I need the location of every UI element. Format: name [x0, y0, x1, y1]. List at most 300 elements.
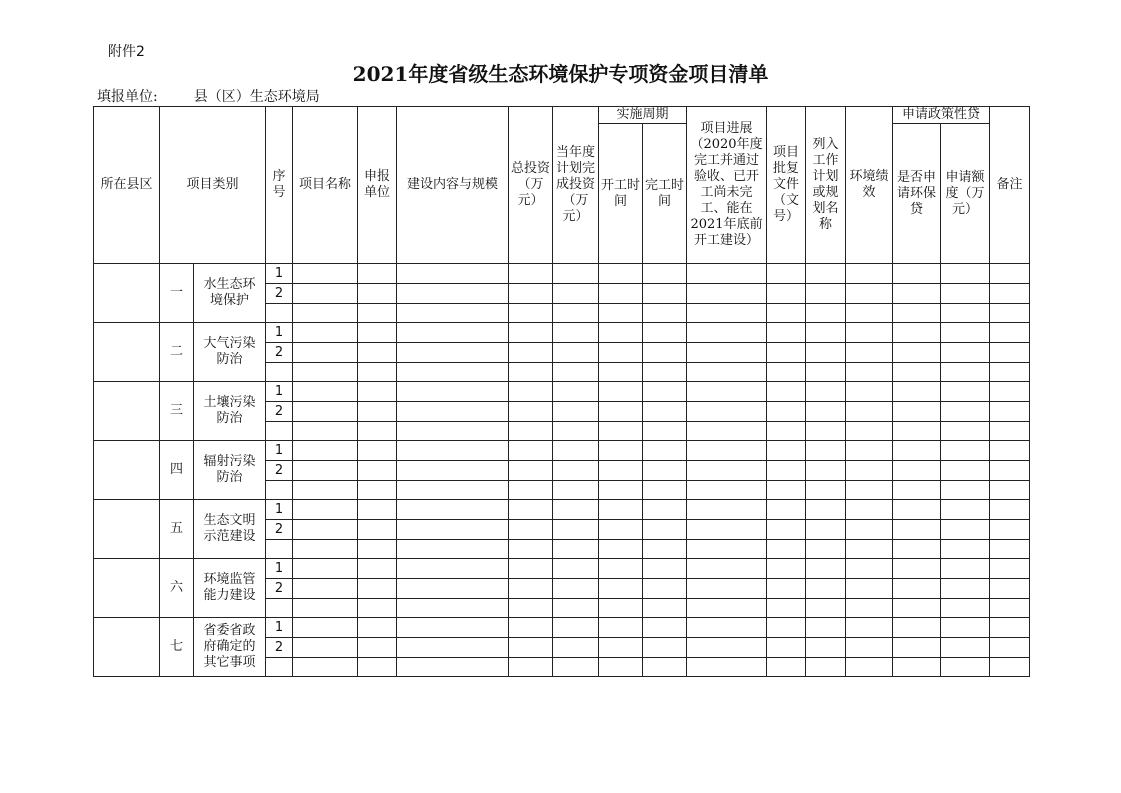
- data-cell[interactable]: [767, 559, 806, 579]
- data-cell[interactable]: [553, 382, 599, 402]
- data-cell[interactable]: [553, 304, 599, 323]
- data-cell[interactable]: [893, 618, 941, 638]
- data-cell[interactable]: [893, 599, 941, 618]
- data-cell[interactable]: [990, 422, 1030, 441]
- county-cell[interactable]: [94, 323, 160, 382]
- data-cell[interactable]: [941, 323, 990, 343]
- data-cell[interactable]: [846, 363, 893, 382]
- data-cell[interactable]: [767, 599, 806, 618]
- data-cell[interactable]: [599, 363, 643, 382]
- data-cell[interactable]: [893, 579, 941, 599]
- data-cell[interactable]: [553, 540, 599, 559]
- data-cell[interactable]: [806, 304, 846, 323]
- data-cell[interactable]: [767, 323, 806, 343]
- data-cell[interactable]: [643, 284, 687, 304]
- data-cell[interactable]: [806, 618, 846, 638]
- data-cell[interactable]: [643, 363, 687, 382]
- data-cell[interactable]: [846, 500, 893, 520]
- data-cell[interactable]: [806, 658, 846, 677]
- data-cell[interactable]: [806, 579, 846, 599]
- data-cell[interactable]: [990, 481, 1030, 500]
- data-cell[interactable]: [806, 500, 846, 520]
- data-cell[interactable]: [509, 579, 553, 599]
- data-cell[interactable]: [941, 520, 990, 540]
- data-cell[interactable]: [941, 363, 990, 382]
- data-cell[interactable]: [893, 402, 941, 422]
- data-cell[interactable]: [509, 264, 553, 284]
- data-cell[interactable]: [846, 402, 893, 422]
- data-cell[interactable]: [767, 481, 806, 500]
- data-cell[interactable]: [687, 402, 767, 422]
- data-cell[interactable]: [990, 540, 1030, 559]
- data-cell[interactable]: [358, 441, 397, 461]
- data-cell[interactable]: [806, 520, 846, 540]
- data-cell[interactable]: [687, 520, 767, 540]
- data-cell[interactable]: [687, 461, 767, 481]
- data-cell[interactable]: [893, 559, 941, 579]
- data-cell[interactable]: [643, 500, 687, 520]
- data-cell[interactable]: [687, 284, 767, 304]
- data-cell[interactable]: [599, 618, 643, 638]
- data-cell[interactable]: [893, 481, 941, 500]
- data-cell[interactable]: [941, 540, 990, 559]
- data-cell[interactable]: [806, 402, 846, 422]
- data-cell[interactable]: [846, 304, 893, 323]
- data-cell[interactable]: [397, 599, 509, 618]
- data-cell[interactable]: [509, 559, 553, 579]
- data-cell[interactable]: [397, 402, 509, 422]
- data-cell[interactable]: [806, 422, 846, 441]
- data-cell[interactable]: [893, 284, 941, 304]
- data-cell[interactable]: [293, 422, 358, 441]
- data-cell[interactable]: [509, 402, 553, 422]
- data-cell[interactable]: [358, 343, 397, 363]
- data-cell[interactable]: [846, 638, 893, 658]
- data-cell[interactable]: [553, 441, 599, 461]
- data-cell[interactable]: [553, 559, 599, 579]
- data-cell[interactable]: [293, 618, 358, 638]
- data-cell[interactable]: [599, 520, 643, 540]
- data-cell[interactable]: [767, 363, 806, 382]
- data-cell[interactable]: [941, 481, 990, 500]
- data-cell[interactable]: [293, 481, 358, 500]
- data-cell[interactable]: [397, 500, 509, 520]
- data-cell[interactable]: [806, 284, 846, 304]
- data-cell[interactable]: [643, 402, 687, 422]
- data-cell[interactable]: [806, 323, 846, 343]
- data-cell[interactable]: [767, 658, 806, 677]
- data-cell[interactable]: [941, 402, 990, 422]
- data-cell[interactable]: [643, 422, 687, 441]
- data-cell[interactable]: [293, 363, 358, 382]
- data-cell[interactable]: [846, 618, 893, 638]
- data-cell[interactable]: [599, 304, 643, 323]
- data-cell[interactable]: [293, 382, 358, 402]
- data-cell[interactable]: [893, 363, 941, 382]
- data-cell[interactable]: [358, 284, 397, 304]
- data-cell[interactable]: [767, 304, 806, 323]
- data-cell[interactable]: [358, 638, 397, 658]
- data-cell[interactable]: [358, 599, 397, 618]
- data-cell[interactable]: [846, 481, 893, 500]
- data-cell[interactable]: [893, 304, 941, 323]
- data-cell[interactable]: [806, 559, 846, 579]
- data-cell[interactable]: [806, 441, 846, 461]
- data-cell[interactable]: [293, 658, 358, 677]
- data-cell[interactable]: [397, 441, 509, 461]
- data-cell[interactable]: [293, 599, 358, 618]
- data-cell[interactable]: [599, 599, 643, 618]
- data-cell[interactable]: [767, 638, 806, 658]
- data-cell[interactable]: [553, 284, 599, 304]
- data-cell[interactable]: [358, 304, 397, 323]
- data-cell[interactable]: [806, 540, 846, 559]
- data-cell[interactable]: [687, 540, 767, 559]
- data-cell[interactable]: [767, 540, 806, 559]
- data-cell[interactable]: [990, 461, 1030, 481]
- data-cell[interactable]: [293, 343, 358, 363]
- data-cell[interactable]: [846, 284, 893, 304]
- data-cell[interactable]: [599, 461, 643, 481]
- data-cell[interactable]: [599, 382, 643, 402]
- data-cell[interactable]: [767, 382, 806, 402]
- data-cell[interactable]: [767, 441, 806, 461]
- data-cell[interactable]: [599, 264, 643, 284]
- data-cell[interactable]: [687, 323, 767, 343]
- data-cell[interactable]: [293, 284, 358, 304]
- data-cell[interactable]: [643, 618, 687, 638]
- data-cell[interactable]: [553, 500, 599, 520]
- data-cell[interactable]: [358, 579, 397, 599]
- data-cell[interactable]: [941, 382, 990, 402]
- data-cell[interactable]: [990, 264, 1030, 284]
- data-cell[interactable]: [599, 441, 643, 461]
- data-cell[interactable]: [553, 264, 599, 284]
- data-cell[interactable]: [941, 264, 990, 284]
- data-cell[interactable]: [990, 618, 1030, 638]
- data-cell[interactable]: [293, 579, 358, 599]
- data-cell[interactable]: [293, 402, 358, 422]
- data-cell[interactable]: [509, 599, 553, 618]
- data-cell[interactable]: [358, 520, 397, 540]
- data-cell[interactable]: [687, 638, 767, 658]
- data-cell[interactable]: [293, 461, 358, 481]
- data-cell[interactable]: [643, 599, 687, 618]
- data-cell[interactable]: [893, 422, 941, 441]
- data-cell[interactable]: [941, 422, 990, 441]
- data-cell[interactable]: [643, 520, 687, 540]
- data-cell[interactable]: [806, 343, 846, 363]
- data-cell[interactable]: [990, 382, 1030, 402]
- data-cell[interactable]: [767, 284, 806, 304]
- data-cell[interactable]: [846, 323, 893, 343]
- data-cell[interactable]: [397, 264, 509, 284]
- data-cell[interactable]: [643, 304, 687, 323]
- data-cell[interactable]: [509, 304, 553, 323]
- data-cell[interactable]: [553, 618, 599, 638]
- data-cell[interactable]: [767, 520, 806, 540]
- data-cell[interactable]: [358, 658, 397, 677]
- data-cell[interactable]: [643, 658, 687, 677]
- data-cell[interactable]: [643, 481, 687, 500]
- data-cell[interactable]: [687, 599, 767, 618]
- data-cell[interactable]: [397, 461, 509, 481]
- data-cell[interactable]: [643, 579, 687, 599]
- data-cell[interactable]: [553, 402, 599, 422]
- data-cell[interactable]: [509, 500, 553, 520]
- data-cell[interactable]: [990, 520, 1030, 540]
- data-cell[interactable]: [687, 579, 767, 599]
- data-cell[interactable]: [893, 540, 941, 559]
- data-cell[interactable]: [806, 363, 846, 382]
- data-cell[interactable]: [553, 599, 599, 618]
- data-cell[interactable]: [358, 559, 397, 579]
- data-cell[interactable]: [599, 579, 643, 599]
- data-cell[interactable]: [599, 284, 643, 304]
- data-cell[interactable]: [687, 363, 767, 382]
- data-cell[interactable]: [293, 500, 358, 520]
- data-cell[interactable]: [893, 343, 941, 363]
- data-cell[interactable]: [509, 658, 553, 677]
- data-cell[interactable]: [599, 343, 643, 363]
- data-cell[interactable]: [893, 323, 941, 343]
- data-cell[interactable]: [397, 363, 509, 382]
- data-cell[interactable]: [893, 264, 941, 284]
- data-cell[interactable]: [397, 618, 509, 638]
- data-cell[interactable]: [293, 441, 358, 461]
- data-cell[interactable]: [941, 304, 990, 323]
- data-cell[interactable]: [806, 382, 846, 402]
- data-cell[interactable]: [509, 441, 553, 461]
- data-cell[interactable]: [990, 284, 1030, 304]
- data-cell[interactable]: [553, 638, 599, 658]
- data-cell[interactable]: [767, 461, 806, 481]
- data-cell[interactable]: [846, 343, 893, 363]
- data-cell[interactable]: [893, 520, 941, 540]
- data-cell[interactable]: [397, 559, 509, 579]
- data-cell[interactable]: [806, 264, 846, 284]
- data-cell[interactable]: [293, 559, 358, 579]
- county-cell[interactable]: [94, 618, 160, 677]
- data-cell[interactable]: [687, 559, 767, 579]
- data-cell[interactable]: [397, 323, 509, 343]
- data-cell[interactable]: [509, 343, 553, 363]
- data-cell[interactable]: [553, 658, 599, 677]
- data-cell[interactable]: [358, 481, 397, 500]
- data-cell[interactable]: [358, 264, 397, 284]
- data-cell[interactable]: [990, 500, 1030, 520]
- data-cell[interactable]: [990, 579, 1030, 599]
- data-cell[interactable]: [846, 658, 893, 677]
- data-cell[interactable]: [941, 343, 990, 363]
- data-cell[interactable]: [599, 540, 643, 559]
- data-cell[interactable]: [767, 402, 806, 422]
- data-cell[interactable]: [687, 500, 767, 520]
- data-cell[interactable]: [293, 520, 358, 540]
- data-cell[interactable]: [990, 323, 1030, 343]
- data-cell[interactable]: [893, 638, 941, 658]
- data-cell[interactable]: [599, 638, 643, 658]
- data-cell[interactable]: [599, 500, 643, 520]
- data-cell[interactable]: [397, 304, 509, 323]
- data-cell[interactable]: [643, 559, 687, 579]
- county-cell[interactable]: [94, 500, 160, 559]
- data-cell[interactable]: [553, 363, 599, 382]
- data-cell[interactable]: [293, 304, 358, 323]
- data-cell[interactable]: [553, 343, 599, 363]
- data-cell[interactable]: [893, 441, 941, 461]
- data-cell[interactable]: [509, 481, 553, 500]
- data-cell[interactable]: [358, 461, 397, 481]
- data-cell[interactable]: [397, 658, 509, 677]
- data-cell[interactable]: [687, 658, 767, 677]
- data-cell[interactable]: [358, 500, 397, 520]
- data-cell[interactable]: [846, 461, 893, 481]
- data-cell[interactable]: [397, 520, 509, 540]
- data-cell[interactable]: [846, 579, 893, 599]
- data-cell[interactable]: [643, 264, 687, 284]
- data-cell[interactable]: [509, 422, 553, 441]
- data-cell[interactable]: [846, 264, 893, 284]
- county-cell[interactable]: [94, 264, 160, 323]
- data-cell[interactable]: [893, 382, 941, 402]
- data-cell[interactable]: [397, 343, 509, 363]
- county-cell[interactable]: [94, 382, 160, 441]
- data-cell[interactable]: [293, 264, 358, 284]
- data-cell[interactable]: [990, 304, 1030, 323]
- data-cell[interactable]: [846, 540, 893, 559]
- data-cell[interactable]: [767, 618, 806, 638]
- data-cell[interactable]: [599, 422, 643, 441]
- data-cell[interactable]: [509, 618, 553, 638]
- data-cell[interactable]: [687, 264, 767, 284]
- data-cell[interactable]: [599, 559, 643, 579]
- data-cell[interactable]: [358, 382, 397, 402]
- data-cell[interactable]: [397, 284, 509, 304]
- data-cell[interactable]: [767, 500, 806, 520]
- data-cell[interactable]: [509, 284, 553, 304]
- data-cell[interactable]: [941, 500, 990, 520]
- county-cell[interactable]: [94, 441, 160, 500]
- data-cell[interactable]: [846, 599, 893, 618]
- data-cell[interactable]: [643, 461, 687, 481]
- data-cell[interactable]: [893, 500, 941, 520]
- data-cell[interactable]: [767, 264, 806, 284]
- data-cell[interactable]: [293, 540, 358, 559]
- data-cell[interactable]: [643, 441, 687, 461]
- data-cell[interactable]: [643, 323, 687, 343]
- data-cell[interactable]: [509, 382, 553, 402]
- data-cell[interactable]: [806, 481, 846, 500]
- data-cell[interactable]: [846, 559, 893, 579]
- data-cell[interactable]: [806, 599, 846, 618]
- data-cell[interactable]: [941, 559, 990, 579]
- data-cell[interactable]: [687, 343, 767, 363]
- data-cell[interactable]: [509, 323, 553, 343]
- data-cell[interactable]: [599, 402, 643, 422]
- data-cell[interactable]: [767, 579, 806, 599]
- data-cell[interactable]: [599, 323, 643, 343]
- data-cell[interactable]: [846, 422, 893, 441]
- data-cell[interactable]: [846, 520, 893, 540]
- data-cell[interactable]: [643, 638, 687, 658]
- data-cell[interactable]: [397, 540, 509, 559]
- data-cell[interactable]: [509, 461, 553, 481]
- data-cell[interactable]: [643, 540, 687, 559]
- data-cell[interactable]: [358, 323, 397, 343]
- data-cell[interactable]: [509, 520, 553, 540]
- data-cell[interactable]: [358, 363, 397, 382]
- data-cell[interactable]: [893, 658, 941, 677]
- data-cell[interactable]: [397, 481, 509, 500]
- data-cell[interactable]: [553, 579, 599, 599]
- data-cell[interactable]: [990, 363, 1030, 382]
- data-cell[interactable]: [358, 422, 397, 441]
- data-cell[interactable]: [509, 363, 553, 382]
- data-cell[interactable]: [990, 559, 1030, 579]
- data-cell[interactable]: [941, 638, 990, 658]
- data-cell[interactable]: [990, 658, 1030, 677]
- data-cell[interactable]: [397, 638, 509, 658]
- data-cell[interactable]: [941, 284, 990, 304]
- data-cell[interactable]: [687, 618, 767, 638]
- data-cell[interactable]: [293, 638, 358, 658]
- data-cell[interactable]: [990, 599, 1030, 618]
- data-cell[interactable]: [687, 422, 767, 441]
- data-cell[interactable]: [893, 461, 941, 481]
- data-cell[interactable]: [687, 481, 767, 500]
- data-cell[interactable]: [990, 638, 1030, 658]
- data-cell[interactable]: [358, 540, 397, 559]
- data-cell[interactable]: [806, 461, 846, 481]
- data-cell[interactable]: [553, 323, 599, 343]
- county-cell[interactable]: [94, 559, 160, 618]
- data-cell[interactable]: [941, 658, 990, 677]
- data-cell[interactable]: [941, 579, 990, 599]
- data-cell[interactable]: [553, 461, 599, 481]
- data-cell[interactable]: [846, 441, 893, 461]
- data-cell[interactable]: [806, 638, 846, 658]
- data-cell[interactable]: [397, 422, 509, 441]
- data-cell[interactable]: [990, 402, 1030, 422]
- data-cell[interactable]: [990, 343, 1030, 363]
- data-cell[interactable]: [599, 481, 643, 500]
- data-cell[interactable]: [687, 304, 767, 323]
- data-cell[interactable]: [553, 422, 599, 441]
- data-cell[interactable]: [293, 323, 358, 343]
- data-cell[interactable]: [553, 520, 599, 540]
- data-cell[interactable]: [358, 402, 397, 422]
- data-cell[interactable]: [767, 343, 806, 363]
- data-cell[interactable]: [599, 658, 643, 677]
- data-cell[interactable]: [397, 382, 509, 402]
- data-cell[interactable]: [687, 441, 767, 461]
- data-cell[interactable]: [990, 441, 1030, 461]
- data-cell[interactable]: [509, 540, 553, 559]
- data-cell[interactable]: [941, 618, 990, 638]
- data-cell[interactable]: [358, 618, 397, 638]
- data-cell[interactable]: [846, 382, 893, 402]
- data-cell[interactable]: [397, 579, 509, 599]
- data-cell[interactable]: [553, 481, 599, 500]
- data-cell[interactable]: [941, 441, 990, 461]
- data-cell[interactable]: [509, 638, 553, 658]
- data-cell[interactable]: [643, 382, 687, 402]
- data-cell[interactable]: [767, 422, 806, 441]
- data-cell[interactable]: [941, 461, 990, 481]
- data-cell[interactable]: [687, 382, 767, 402]
- data-cell[interactable]: [941, 599, 990, 618]
